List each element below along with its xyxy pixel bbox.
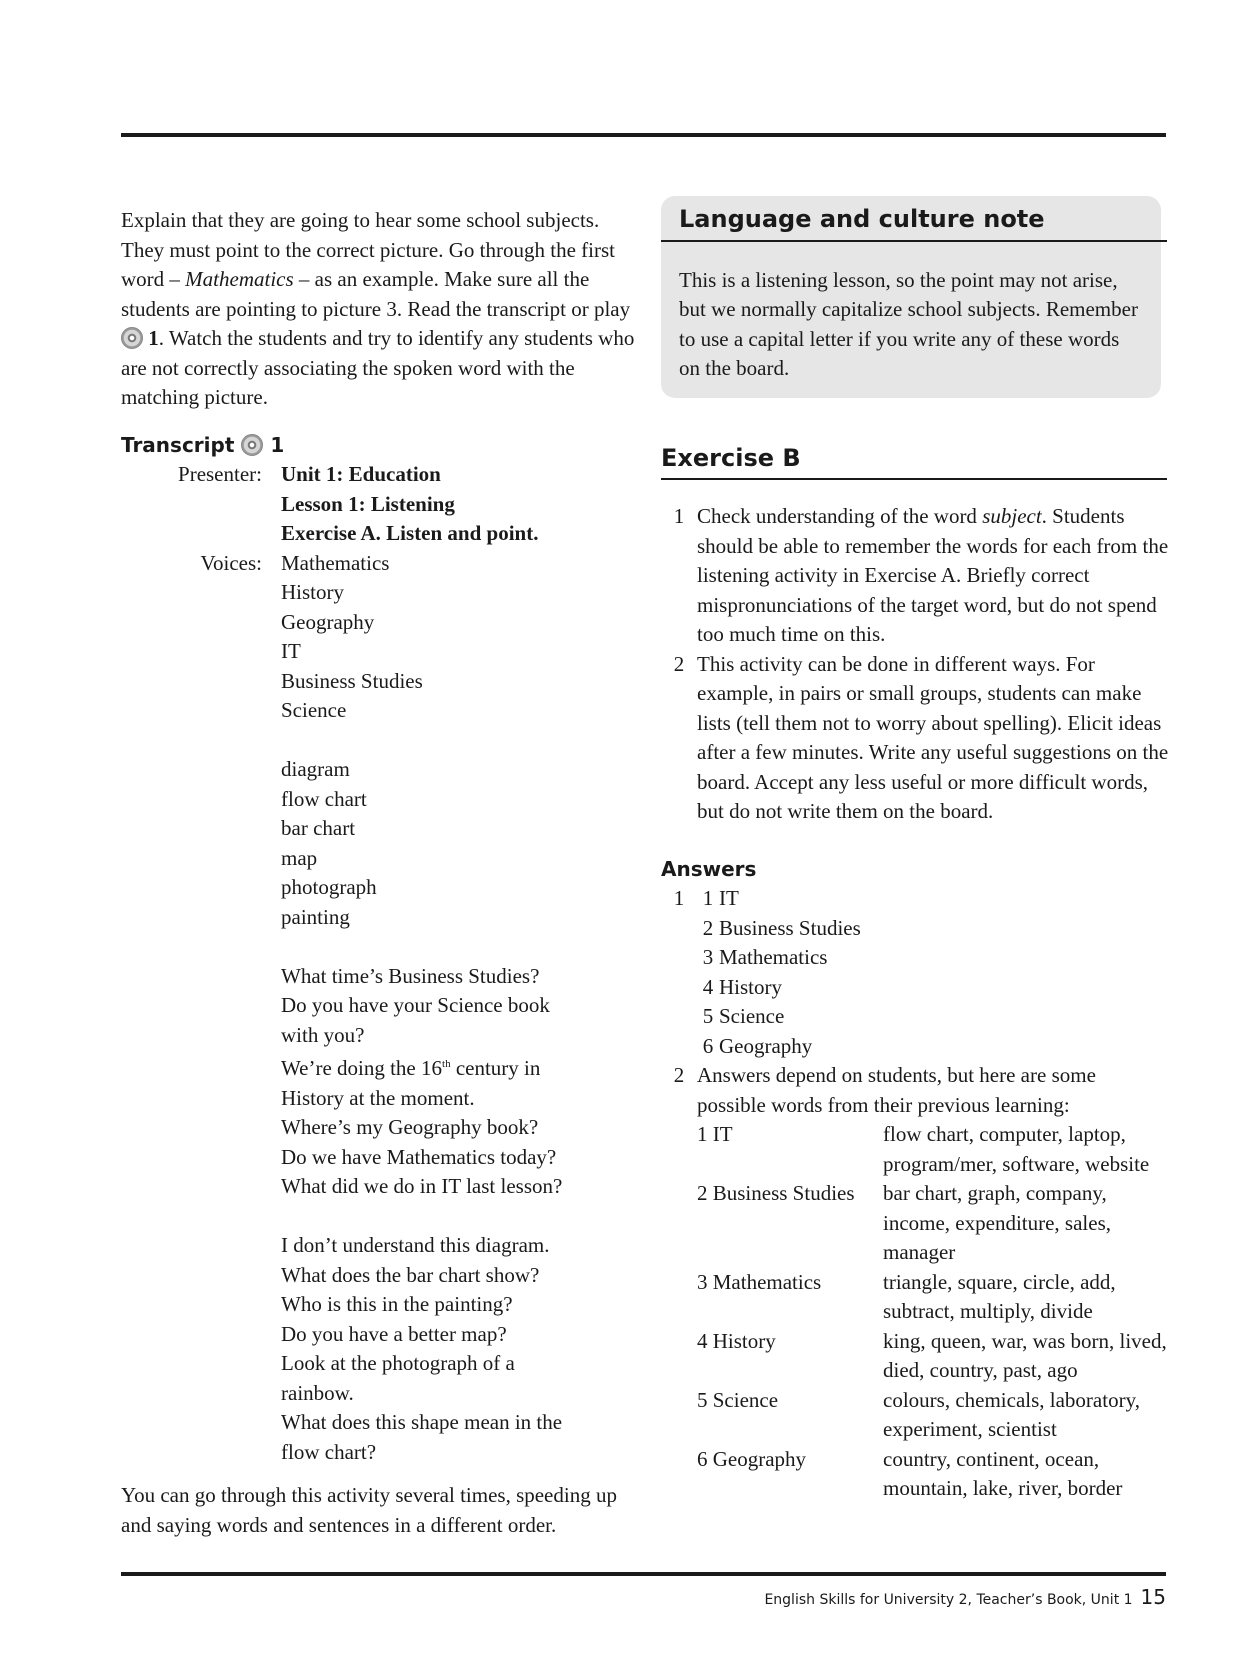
answer-row: 4 History king, queen, war, was born, lived, died, country, past, ago: [697, 1328, 1167, 1382]
page-footer: [764, 1585, 1166, 1609]
speaker-label: Presenter:: [178, 462, 262, 486]
list-item: 2 This activity can be done in different ways. For example, in pairs or small groups, students can make lists (tell them not to worry about spelling). Elicit ideas after a few minutes. Write any useful suggestions on the board. Accept any less useful or more difficult words, but do not write them on the board.: [673, 651, 1169, 823]
top-rule: [121, 133, 1166, 137]
bottom-rule: [121, 1572, 1166, 1576]
answer-row: 5 Science colours, chemicals, laboratory, experiment, scientist: [697, 1387, 1140, 1441]
note-title: Language and culture note: [661, 196, 1167, 242]
answer-item: 1 1 IT 2 Business Studies 3 Mathematics 4 History 5 Science 6 Geography: [661, 884, 1169, 1061]
answer-row: 2 Business Studies: [702, 915, 861, 940]
transcript-presenter: Presenter: Unit 1: Education Lesson 1: Listening Exercise A. Listen and point.: [121, 460, 641, 549]
closing-paragraph: You can go through this activity several times, speeding up and saying words and sentences in a different order.: [121, 1483, 617, 1537]
left-column: [121, 206, 641, 1540]
book-title: English Skills for University 2, Teacher’s Book, Unit 1: [764, 1592, 1133, 1608]
list-item: 1 Check understanding of the word subject. Students should be able to remember the words for each from the listening activity in Exercise A. Briefly correct mispronunciations of the target word, but do not spend too much time on this.: [673, 504, 1169, 646]
answer-row: 1 IT: [702, 886, 739, 910]
cd-icon: [241, 434, 263, 456]
culture-note-box: [661, 196, 1161, 398]
answer-row: 5 Science: [702, 1004, 785, 1028]
answers-heading: Answers: [661, 856, 757, 881]
exercise-list: [661, 502, 1169, 827]
answer-row: 3 Mathematics: [702, 945, 828, 969]
intro-paragraph: Explain that they are going to hear some school subjects. They must point to the correct picture. Go through the first word – Mathematics – as an example. Make sure all the students are pointing to picture 3. Read the transcript or play 1. Watch the students and try to identify any students who are not correctly associating the spoken word with the matching picture.: [121, 208, 635, 409]
transcript-heading: Transcript 1: [121, 432, 285, 457]
answer-row: 4 History: [702, 974, 782, 999]
page-number: 15: [1140, 1585, 1166, 1609]
right-column: [661, 196, 1169, 1504]
speaker-label: Voices:: [200, 550, 262, 575]
answer-row: 2 Business Studies bar chart, graph, company, income, expenditure, sales, manager: [697, 1181, 1112, 1264]
transcript-voices: Voices: Mathematics History Geography IT Business Studies Science diagram flow chart bar chart map photograph painting What time’s Business Studies? Do you have your Science book with you? We’re doing the 16th century in History at the moment. Where’s my Geography book? Do we have Mathematics today? What did we do in IT last lesson? I don’t understand this diagram. What does the bar chart show? Who is this in the painting? Do you have a better map? Look at the photograph of a rainbow. What does this shape mean in the flow chart?: [121, 549, 641, 1468]
cd-icon: [121, 327, 143, 349]
answer-row: 1 IT flow chart, computer, laptop, program/mer, software, website: [697, 1122, 1150, 1176]
answer-item: 2 Answers depend on students, but here are some possible words from their previous learning: 1 IT flow chart, computer, laptop, program/mer, software, website 2 Business Studies bar chart, graph, company, income, expenditure, sales, manager 3 Mathematics triangle, square, circle, add, subtract, multiply, divide 4 History king, queen, war, was born, lived, died, country, past, ago 5 Science colours, chemicals, laboratory, experiment, scientist 6 Geography country, continent, ocean, mountain, lake, river, border: [661, 1061, 1169, 1504]
note-body: This is a listening lesson, so the point may not arise, but we normally capitalize school subjects. Remember to use a capital letter if you write any of these words on the board.: [679, 267, 1138, 380]
answer-row: 3 Mathematics triangle, square, circle, add, subtract, multiply, divide: [697, 1269, 1116, 1323]
answer-row: 6 Geography country, continent, ocean, mountain, lake, river, border: [697, 1446, 1123, 1500]
answer-row: 6 Geography: [702, 1033, 813, 1058]
exercise-title: Exercise B: [661, 444, 1167, 481]
